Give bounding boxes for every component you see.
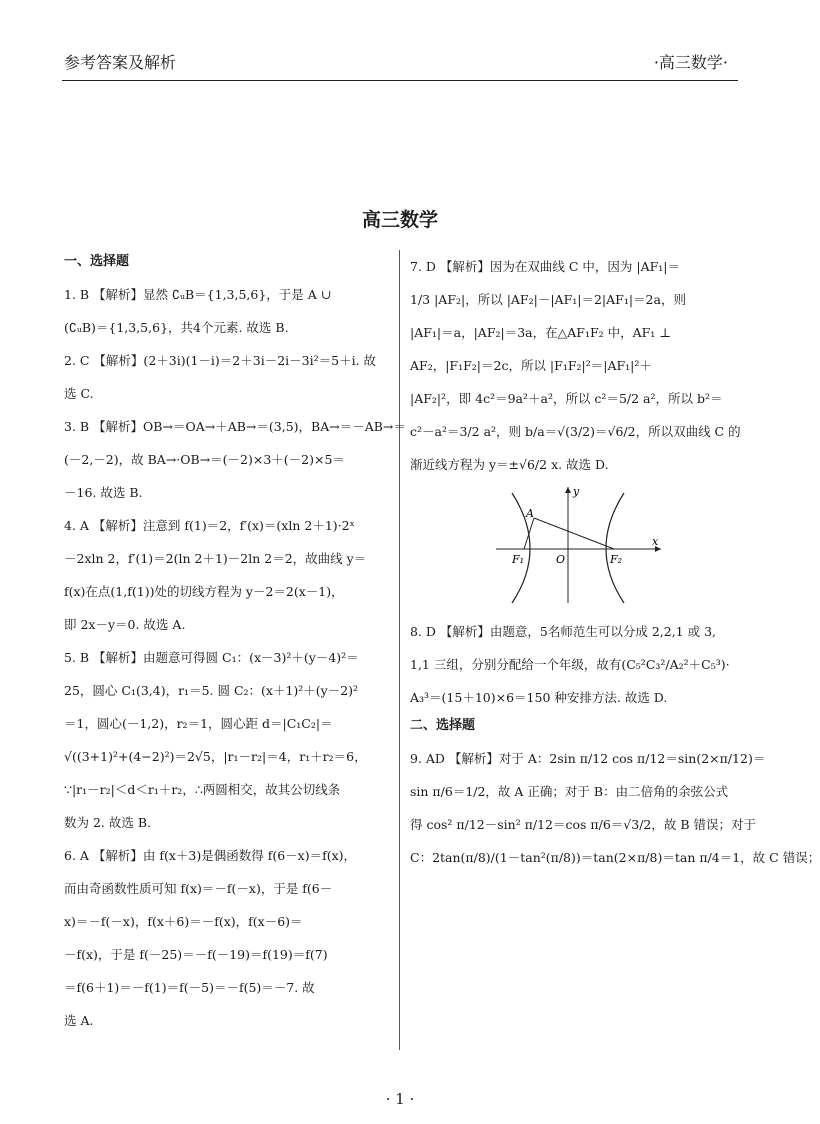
- solution-line: －2xln 2，f′(1)＝2(ln 2＋1)－2ln 2＝2，故曲线 y＝: [64, 551, 367, 566]
- header-right: ·高三数学·: [653, 53, 728, 72]
- solution-line: 5. B 【解析】由题意可得圆 C₁：(x－3)²＋(y－4)²＝: [64, 650, 359, 665]
- solution-line: 2. C 【解析】(2＋3i)(1－i)＝2＋3i－2i－3i²＝5＋i. 故: [64, 353, 377, 368]
- label-f1: F₁: [512, 553, 525, 566]
- right-items-a: [410, 250, 741, 481]
- label-y: y: [573, 485, 580, 498]
- solution-item: [410, 742, 820, 874]
- solution-line: 选 C.: [64, 386, 94, 401]
- solution-line: 25，圆心 C₁(3,4)，r₁＝5. 圆 C₂：(x＋1)²＋(y－2)²: [64, 683, 359, 698]
- page-title: 高三数学: [361, 209, 438, 231]
- segment-af2: [534, 518, 614, 549]
- header-left: 参考答案及解析: [64, 53, 177, 72]
- section-heading-2: 二、选择题: [410, 718, 476, 733]
- solution-line: 即 2x－y＝0. 故选 A.: [64, 617, 186, 632]
- solution-line: sin π/6＝1/2，故 A 正确；对于 B：由二倍角的余弦公式: [410, 784, 729, 799]
- solution-line: ∵|r₁－r₂|＜d＜r₁＋r₂，∴两圆相交，故其公切线条: [64, 782, 341, 797]
- solution-line: －f(x)，于是 f(－25)＝－f(－19)＝f(19)＝f(7): [64, 947, 328, 962]
- solution-line: (－2,－2)，故 BA→·OB→＝(－2)×3＋(－2)×5＝: [64, 452, 345, 467]
- solution-line: 数为 2. 故选 B.: [64, 815, 152, 830]
- column-divider: [399, 250, 400, 1050]
- hyperbola-figure: [496, 485, 666, 605]
- solution-line: |AF₂|²，即 4c²＝9a²＋a²，所以 c²＝5/2 a²，所以 b²＝: [410, 391, 723, 406]
- solution-line: x)＝－f(－x)，f(x＋6)＝－f(x)，f(x－6)＝: [64, 914, 303, 929]
- solution-line: A₃³＝(15＋10)×6＝150 种安排方法. 故选 D.: [410, 690, 668, 705]
- left-column: [64, 250, 406, 1037]
- label-x: x: [652, 535, 659, 548]
- solution-item: [64, 641, 392, 839]
- solution-line: 1,1 三组，分别分配给一个年级，故有(C₅²C₃²/A₂²＋C₅³)·: [410, 657, 730, 672]
- solution-line: c²－a²＝3/2 a²，则 b/a＝√(3/2)＝√6/2，所以双曲线 C 的: [410, 424, 741, 439]
- solution-line: 9. AD 【解析】对于 A：2sin π/12 cos π/12＝sin(2×π/12)＝: [410, 751, 766, 766]
- solution-line: f(x)在点(1,f(1))处的切线方程为 y－2＝2(x－1)，: [64, 584, 344, 599]
- y-axis-arrow: [565, 487, 571, 493]
- solution-item: [64, 509, 392, 641]
- solution-line: ＝1，圆心(－1,2)，r₂＝1，圆心距 d＝|C₁C₂|＝: [64, 716, 333, 731]
- right-items-c: [410, 742, 820, 874]
- solution-line: 1. B 【解析】显然 ∁ᵤB＝{1,3,5,6}，于是 A ∪: [64, 287, 332, 302]
- solution-line: 4. A 【解析】注意到 f(1)＝2，f′(x)＝(xln 2＋1)·2ˣ: [64, 518, 355, 533]
- solution-item: [64, 278, 392, 344]
- solution-line: √((3+1)²+(4−2)²)＝2√5，|r₁－r₂|＝4，r₁＋r₂＝6，: [64, 749, 367, 764]
- page-number: · 1 ·: [385, 1090, 415, 1108]
- solution-line: C：2tan(π/8)/(1－tan²(π/8))＝tan(2×π/8)＝tan π/4＝1，故 C 错误；: [410, 850, 820, 865]
- solution-line: 3. B 【解析】OB→＝OA→＋AB→＝(3,5)，BA→＝－AB→＝: [64, 419, 406, 434]
- solution-item: [64, 839, 392, 1037]
- solution-item: [410, 615, 738, 714]
- solution-line: ＝f(6＋1)＝－f(1)＝f(－5)＝－f(5)＝－7. 故: [64, 980, 315, 995]
- solution-line: －16. 故选 B.: [64, 485, 143, 500]
- header-rule: [62, 80, 738, 81]
- solution-item: [410, 250, 741, 481]
- solution-line: 得 cos² π/12－sin² π/12＝cos π/6＝√3/2，故 B 错误；对于: [410, 817, 757, 832]
- solution-item: [64, 344, 392, 410]
- solution-line: 渐近线方程为 y＝±√6/2 x. 故选 D.: [410, 457, 609, 472]
- label-f2: F₂: [610, 553, 623, 566]
- label-a: A: [526, 507, 534, 520]
- section-heading-1: 一、选择题: [64, 254, 130, 269]
- solution-line: 1/3 |AF₂|，所以 |AF₂|－|AF₁|＝2|AF₁|＝2a，则: [410, 292, 686, 307]
- solution-line: 7. D 【解析】因为在双曲线 C 中，因为 |AF₁|＝: [410, 259, 681, 274]
- left-items: [64, 278, 406, 1037]
- right-items-b: [410, 615, 738, 714]
- solution-line: (∁ᵤB)＝{1,3,5,6}，共4个元素. 故选 B.: [64, 320, 289, 335]
- right-column: [410, 250, 820, 874]
- solution-line: 而由奇函数性质可知 f(x)＝－f(－x)，于是 f(6－: [64, 881, 333, 896]
- solution-line: 6. A 【解析】由 f(x＋3)是偶函数得 f(6－x)＝f(x)，: [64, 848, 357, 863]
- solution-line: |AF₁|＝a，|AF₂|＝3a，在△AF₁F₂ 中，AF₁ ⊥: [410, 325, 672, 340]
- solution-line: 8. D 【解析】由题意，5名师范生可以分成 2,2,1 或 3,: [410, 624, 717, 639]
- hyperbola-right-branch: [606, 493, 624, 603]
- solution-item: [64, 410, 406, 509]
- solution-line: 选 A.: [64, 1013, 94, 1028]
- solution-line: AF₂，|F₁F₂|＝2c，所以 |F₁F₂|²＝|AF₁|²＋: [410, 358, 652, 373]
- label-o: O: [556, 553, 566, 566]
